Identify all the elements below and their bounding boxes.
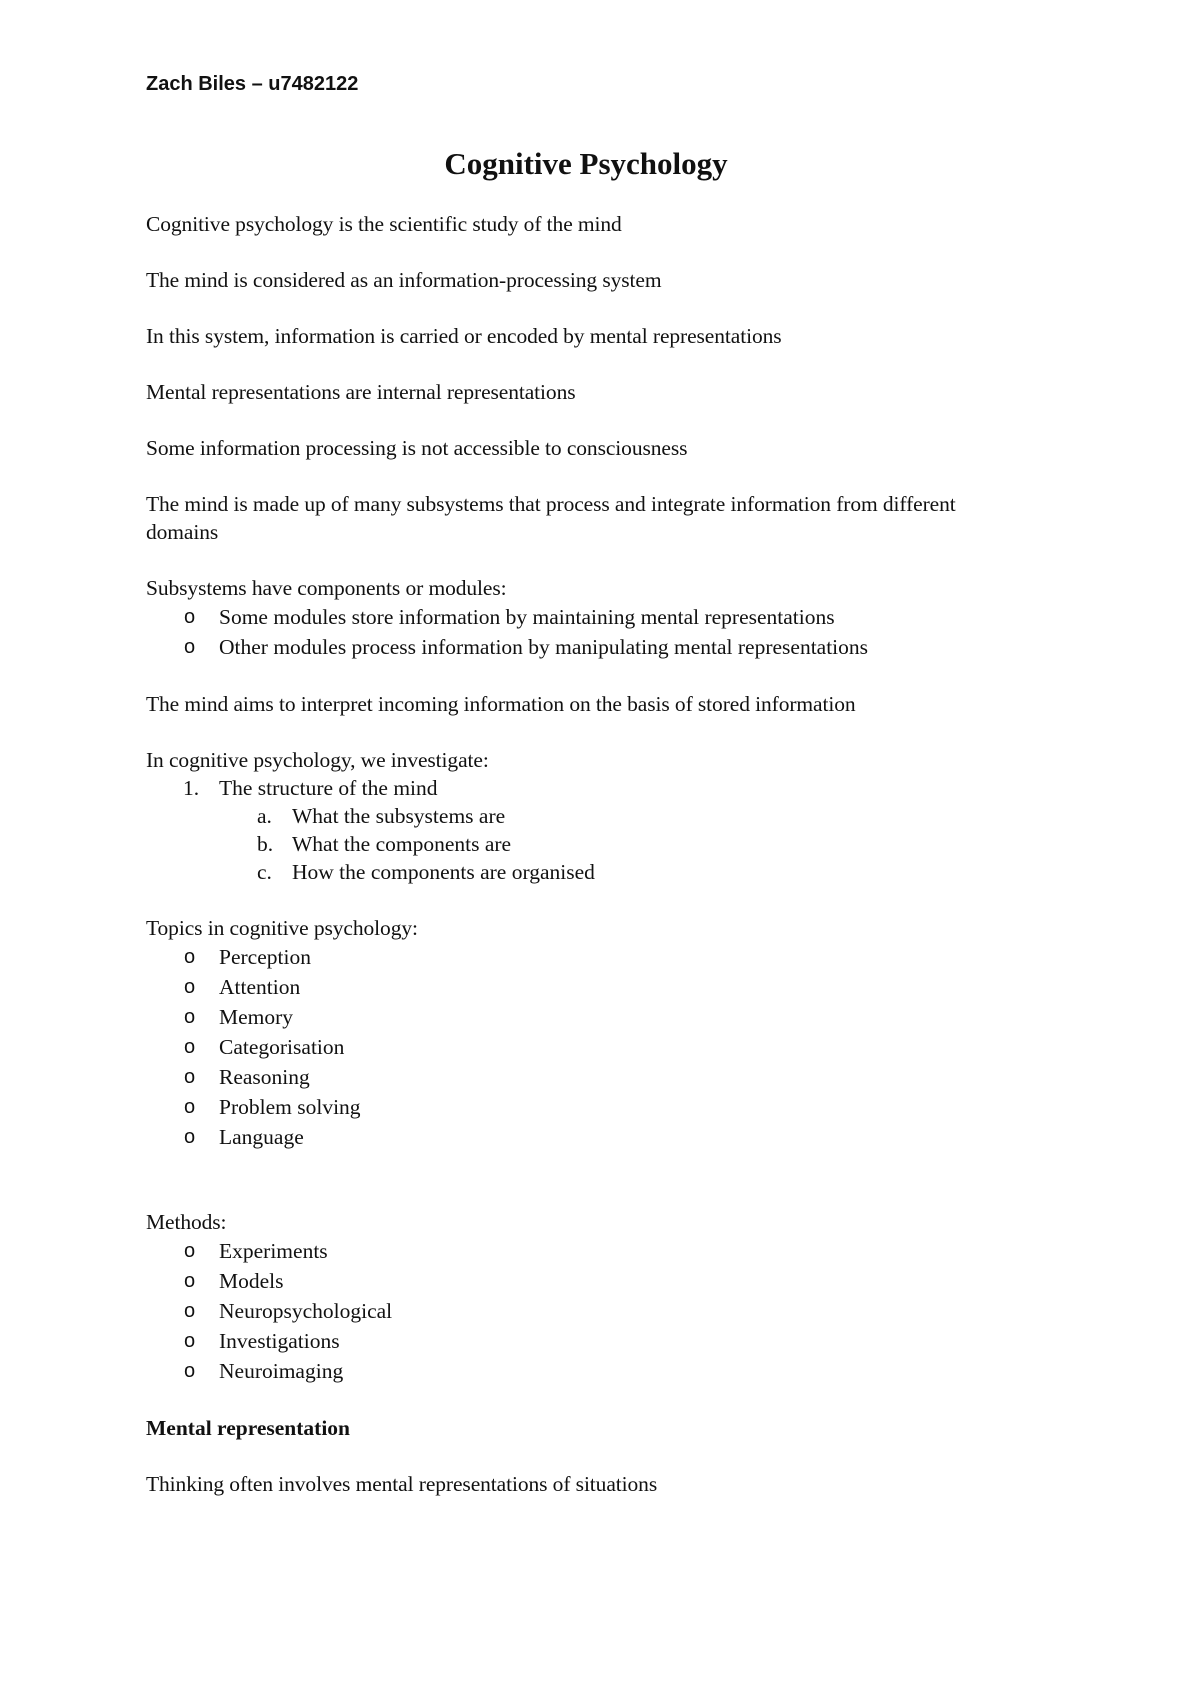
list-item bbox=[146, 1266, 1026, 1296]
letter-marker: b. bbox=[257, 832, 274, 856]
paragraph-thinking: Thinking often involves mental representations of situations bbox=[146, 1472, 658, 1496]
list-item-text: Some modules store information by maintaining mental representations bbox=[219, 605, 835, 629]
paragraph-information-processing: The mind is considered as an information-processing system bbox=[146, 268, 662, 292]
list-item-text: What the subsystems are bbox=[292, 804, 506, 828]
bullet-marker: o bbox=[184, 1066, 196, 1088]
list-item bbox=[146, 1356, 1026, 1386]
list-item bbox=[146, 1122, 1026, 1152]
bullet-marker: o bbox=[184, 1270, 196, 1292]
bullet-marker: o bbox=[184, 1300, 196, 1322]
paragraph-methods-intro: Methods: bbox=[146, 1210, 227, 1234]
number-marker: 1. bbox=[183, 776, 200, 800]
bullet-marker: o bbox=[184, 1360, 196, 1382]
list-item bbox=[146, 774, 1026, 802]
bullet-marker: o bbox=[184, 606, 196, 628]
list-item bbox=[146, 1032, 1026, 1062]
paragraph-definition: Cognitive psychology is the scientific study of the mind bbox=[146, 212, 622, 236]
list-item-text: Models bbox=[219, 1269, 284, 1293]
author-header: Zach Biles – u7482122 bbox=[146, 73, 359, 95]
paragraph-subsystems: The mind is made up of many subsystems that process and integrate information from different domains bbox=[146, 492, 956, 544]
paragraph-topics-intro: Topics in cognitive psychology: bbox=[146, 916, 418, 940]
list-item-text: Neuropsychological bbox=[219, 1299, 393, 1323]
list-item bbox=[146, 802, 1026, 830]
section-heading-mental-representation: Mental representation bbox=[146, 1416, 351, 1440]
bullet-marker: o bbox=[184, 1126, 196, 1148]
bullet-marker: o bbox=[184, 1036, 196, 1058]
paragraph-investigate-intro: In cognitive psychology, we investigate: bbox=[146, 748, 489, 772]
list-item bbox=[146, 602, 1026, 632]
list-item-text: Attention bbox=[219, 975, 301, 999]
bullet-marker: o bbox=[184, 1240, 196, 1262]
list-item bbox=[146, 1326, 1026, 1356]
list-item-text: Memory bbox=[219, 1005, 294, 1029]
bullet-marker: o bbox=[184, 1330, 196, 1352]
paragraph-internal-representations: Mental representations are internal representations bbox=[146, 380, 576, 404]
bullet-marker: o bbox=[184, 1096, 196, 1118]
list-item bbox=[146, 1236, 1026, 1266]
bullet-marker: o bbox=[184, 1006, 196, 1028]
letter-marker: a. bbox=[257, 804, 272, 828]
list-item-text: Perception bbox=[219, 945, 311, 969]
list-item bbox=[146, 858, 1026, 886]
list-item-text: Reasoning bbox=[219, 1065, 310, 1089]
list-item bbox=[146, 942, 1026, 972]
list-item-text: Experiments bbox=[219, 1239, 328, 1263]
list-item bbox=[146, 972, 1026, 1002]
list-item bbox=[146, 1002, 1026, 1032]
investigate-sublist bbox=[146, 802, 1026, 886]
list-item bbox=[146, 1092, 1026, 1122]
list-item bbox=[146, 830, 1026, 858]
list-item-text: How the components are organised bbox=[292, 860, 595, 884]
list-item-text: Language bbox=[219, 1125, 304, 1149]
paragraph-encoding: In this system, information is carried or encoded by mental representations bbox=[146, 324, 782, 348]
list-item bbox=[146, 1296, 1026, 1326]
list-item-text: Categorisation bbox=[219, 1035, 345, 1059]
list-item-text: Neuroimaging bbox=[219, 1359, 344, 1383]
document-title: Cognitive Psychology bbox=[444, 146, 728, 181]
document-page bbox=[146, 70, 1026, 1498]
letter-marker: c. bbox=[257, 860, 272, 884]
list-item-text: What the components are bbox=[292, 832, 512, 856]
bullet-marker: o bbox=[184, 976, 196, 998]
topics-list bbox=[146, 942, 1026, 1152]
methods-list bbox=[146, 1236, 1026, 1386]
list-item-text: The structure of the mind bbox=[219, 776, 438, 800]
list-item-text: Investigations bbox=[219, 1329, 340, 1353]
paragraph-consciousness: Some information processing is not accessible to consciousness bbox=[146, 436, 688, 460]
list-item bbox=[146, 632, 1026, 662]
list-item-text: Other modules process information by manipulating mental representations bbox=[219, 635, 869, 659]
paragraph-modules-intro: Subsystems have components or modules: bbox=[146, 576, 507, 600]
modules-list bbox=[146, 602, 1026, 662]
paragraph-interpret: The mind aims to interpret incoming information on the basis of stored information bbox=[146, 692, 856, 716]
investigate-list bbox=[146, 774, 1026, 802]
list-item bbox=[146, 1062, 1026, 1092]
bullet-marker: o bbox=[184, 636, 196, 658]
bullet-marker: o bbox=[184, 946, 196, 968]
list-item-text: Problem solving bbox=[219, 1095, 361, 1119]
